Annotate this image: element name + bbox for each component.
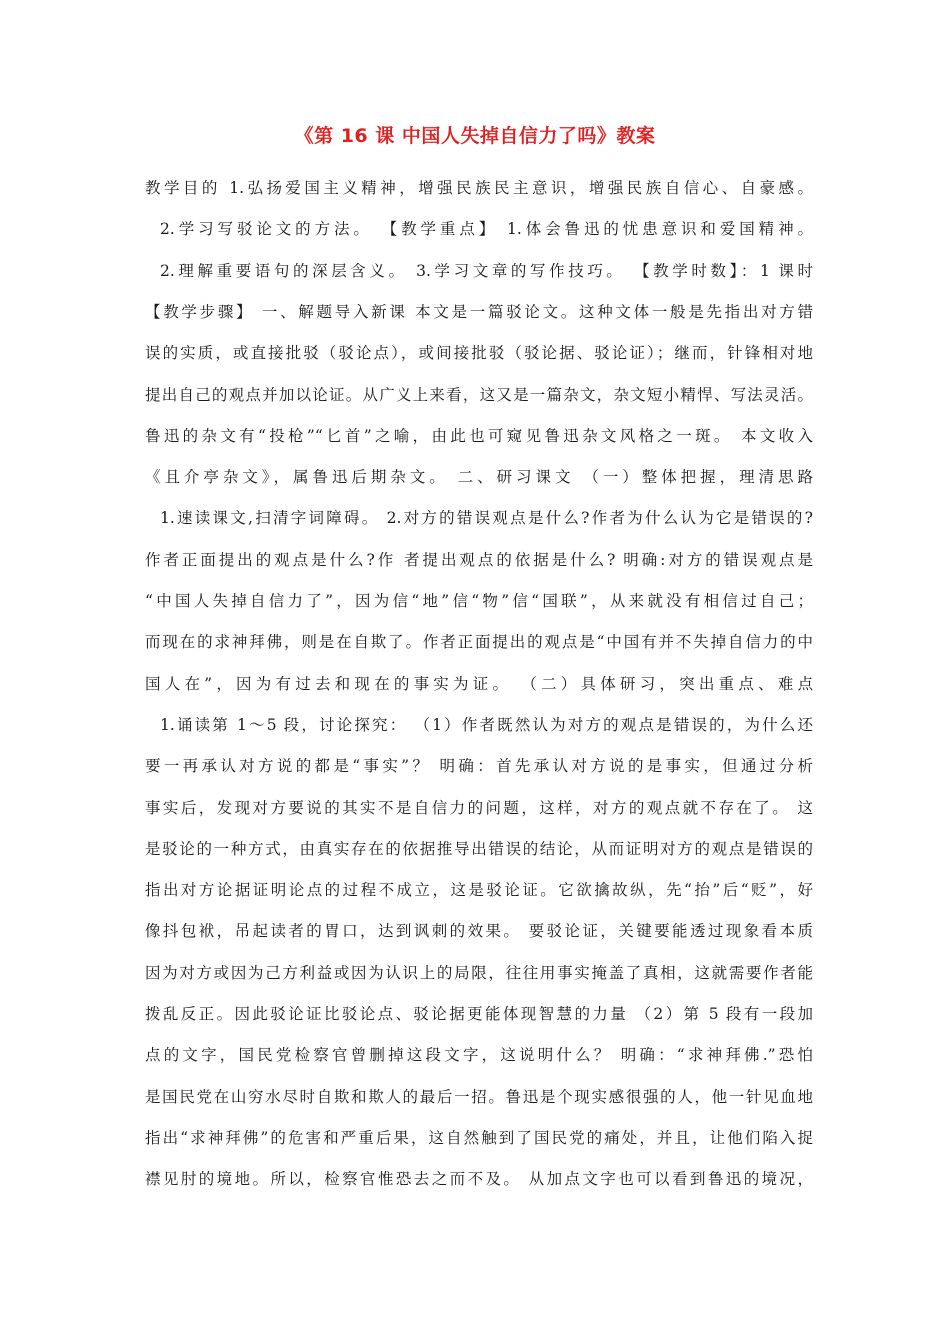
body-line: 1.速读课文,扫清字词障碍。 2.对方的错误观点是什么?作者为什么认为它是错误的? — [160, 509, 813, 528]
body-line: 误的实质，或直接批驳（驳论点），或间接批驳（驳论据、驳论证）；继而，针锋相对地 — [145, 344, 813, 363]
body-line: 鲁迅的杂文有“投枪”“匕首”之喻，由此也可窥见鲁迅杂文风格之一斑。 本文收入 — [145, 426, 813, 445]
body-line: 2.理解重要语句的深层含义。 3.学习文章的写作技巧。 【教学时数】：1 课时 — [160, 261, 813, 280]
body-line: “中国人失掉自信力了”，因为信“地”信“物”信“国联”，从来就没有相信过自己； — [145, 592, 813, 610]
body-line: 【教学步骤】 一、解题导入新课 本文是一篇驳论文。这种文体一般是先指出对方错 — [145, 302, 813, 321]
body-line: 因为对方或因为己方利益或因为认识上的局限，往往用事实掩盖了真相，这就需要作者能 — [145, 963, 813, 982]
body-line: 作者正面提出的观点是什么?作 者提出观点的依据是什么? 明确:对方的错误观点是 — [145, 550, 813, 569]
body-line: 2.学习写驳论文的方法。 【教学重点】 1.体会鲁迅的忧患意识和爱国精神。 — [160, 220, 813, 239]
body-line: 而现在的求神拜佛，则是在自欺了。作者正面提出的观点是“中国有并不失掉自信力的中 — [145, 633, 813, 652]
body-line: 点的文字，国民党检察官曾删掉这段文字，这说明什么？ 明确：“求神拜佛.”恐怕 — [145, 1046, 813, 1065]
body-line: 要一再承认对方说的都是“事实”？ 明确：首先承认对方说的是事实，但通过分析 — [145, 757, 813, 776]
body-line: 是驳论的一种方式，由真实存在的依据推导出错误的结论，从而证明对方的观点是错误的 — [145, 839, 813, 858]
body-line: 是国民党在山穷水尽时自欺和欺人的最后一招。鲁迅是个现实感很强的人，他一针见血地 — [145, 1087, 813, 1106]
body-line: 指出“求神拜佛”的危害和严重后果，这自然触到了国民党的痛处，并且，让他们陷入捉 — [145, 1128, 813, 1147]
body-line: 像抖包袱，吊起读者的胃口，达到讽刺的效果。 要驳论证，关键要能透过现象看本质 — [145, 922, 813, 941]
body-line: 襟见肘的境地。所以，检察官惟恐去之而不及。 从加点文字也可以看到鲁迅的境况， — [145, 1170, 813, 1189]
body-line: 提出自己的观点并加以论证。从广义上来看，这又是一篇杂文，杂文短小精悍、写法灵活。 — [145, 385, 813, 404]
body-line: 事实后，发现对方要说的其实不是自信力的问题，这样，对方的观点就不存在了。 这 — [145, 798, 813, 817]
body-line: 教学目的 1.弘扬爱国主义精神，增强民族民主意识，增强民族自信心、自豪感。 — [145, 179, 813, 197]
body-line: 《且介亭杂文》，属鲁迅后期杂文。 二、研习课文 （一）整体把握，理清思路 — [145, 468, 813, 487]
document-title: 《第 16 课 中国人失掉自信力了吗》教案 — [294, 125, 656, 147]
body-line: 拨乱反正。因此驳论证比驳论点、驳论据更能体现智慧的力量 （2）第 5 段有一段加 — [145, 1005, 813, 1023]
body-line: 指出对方论据证明论点的过程不成立，这是驳论证。它欲擒故纵，先“抬”后“贬”，好 — [145, 881, 813, 900]
body-line: 国人在”，因为有过去和现在的事实为证。 （二）具体研习，突出重点、难点 — [145, 674, 813, 693]
body-line: 1.诵读第 1～5 段，讨论探究： （1）作者既然认为对方的观点是错误的，为什么还 — [160, 715, 813, 734]
